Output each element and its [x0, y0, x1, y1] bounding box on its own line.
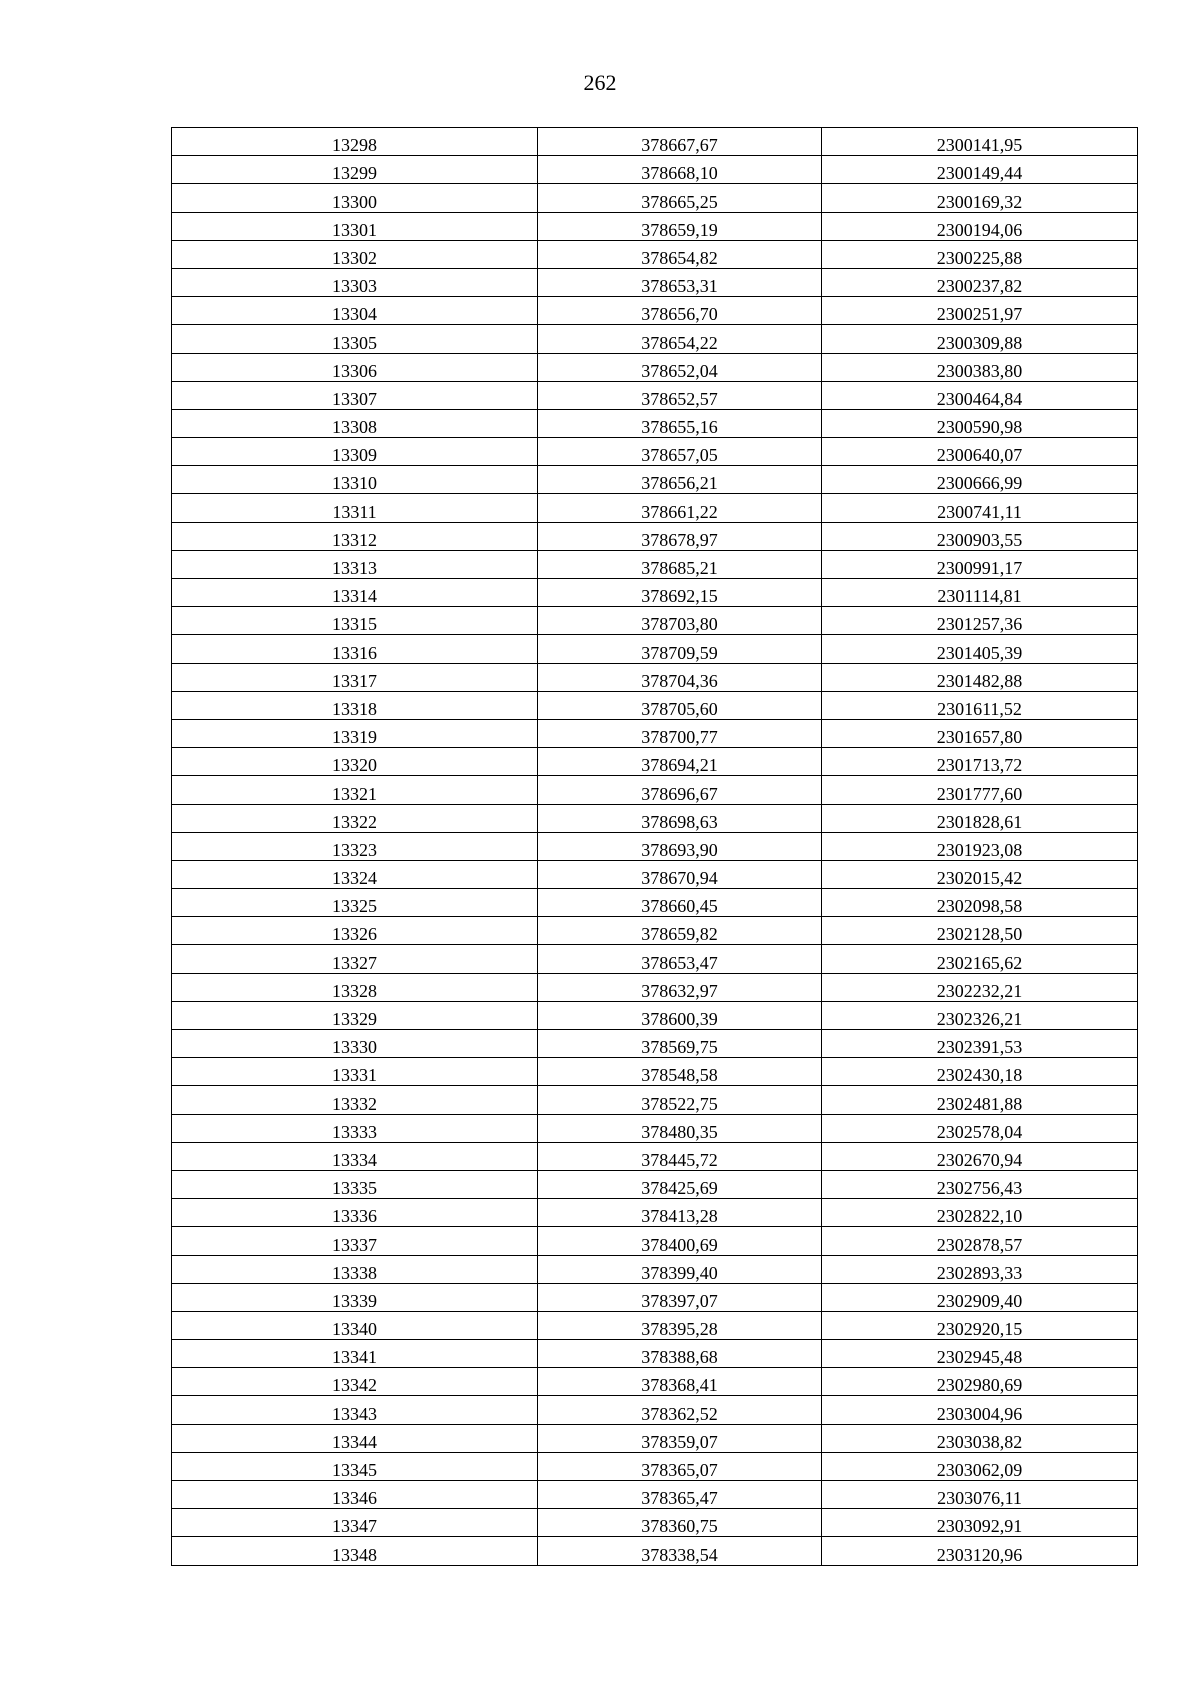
x-coordinate-cell: 378654,82	[538, 240, 822, 268]
y-coordinate-cell: 2300251,97	[822, 297, 1138, 325]
point-number-cell: 13318	[172, 691, 538, 719]
y-coordinate-cell: 2302391,53	[822, 1030, 1138, 1058]
table-row	[172, 663, 1138, 691]
x-coordinate-cell: 378425,69	[538, 1170, 822, 1198]
table-row	[172, 156, 1138, 184]
point-number-cell: 13299	[172, 156, 538, 184]
y-coordinate-cell: 2300149,44	[822, 156, 1138, 184]
y-coordinate-cell: 2301611,52	[822, 691, 1138, 719]
y-coordinate-cell: 2301657,80	[822, 719, 1138, 747]
point-number-cell: 13311	[172, 494, 538, 522]
x-coordinate-cell: 378522,75	[538, 1086, 822, 1114]
point-number-cell: 13306	[172, 353, 538, 381]
table-row	[172, 945, 1138, 973]
table-row	[172, 1311, 1138, 1339]
x-coordinate-cell: 378655,16	[538, 409, 822, 437]
table-row	[172, 184, 1138, 212]
point-number-cell: 13326	[172, 917, 538, 945]
table-row	[172, 691, 1138, 719]
y-coordinate-cell: 2301405,39	[822, 635, 1138, 663]
point-number-cell: 13346	[172, 1481, 538, 1509]
table-row	[172, 1030, 1138, 1058]
x-coordinate-cell: 378395,28	[538, 1311, 822, 1339]
point-number-cell: 13324	[172, 860, 538, 888]
y-coordinate-cell: 2302980,69	[822, 1368, 1138, 1396]
point-number-cell: 13347	[172, 1509, 538, 1537]
y-coordinate-cell: 2302893,33	[822, 1255, 1138, 1283]
x-coordinate-cell: 378692,15	[538, 579, 822, 607]
x-coordinate-cell: 378360,75	[538, 1509, 822, 1537]
table-row	[172, 1199, 1138, 1227]
table-row	[172, 1283, 1138, 1311]
table-row	[172, 1481, 1138, 1509]
y-coordinate-cell: 2302756,43	[822, 1170, 1138, 1198]
point-number-cell: 13342	[172, 1368, 538, 1396]
point-number-cell: 13343	[172, 1396, 538, 1424]
table-row	[172, 748, 1138, 776]
x-coordinate-cell: 378670,94	[538, 860, 822, 888]
table-row	[172, 1086, 1138, 1114]
table-row	[172, 1227, 1138, 1255]
point-number-cell: 13332	[172, 1086, 538, 1114]
point-number-cell: 13323	[172, 832, 538, 860]
table-row	[172, 212, 1138, 240]
point-number-cell: 13319	[172, 719, 538, 747]
table-row	[172, 297, 1138, 325]
y-coordinate-cell: 2300590,98	[822, 409, 1138, 437]
y-coordinate-cell: 2302232,21	[822, 973, 1138, 1001]
point-number-cell: 13302	[172, 240, 538, 268]
table-row	[172, 607, 1138, 635]
y-coordinate-cell: 2300237,82	[822, 268, 1138, 296]
y-coordinate-cell: 2303092,91	[822, 1509, 1138, 1537]
table-row	[172, 381, 1138, 409]
y-coordinate-cell: 2302165,62	[822, 945, 1138, 973]
point-number-cell: 13310	[172, 466, 538, 494]
y-coordinate-cell: 2300991,17	[822, 550, 1138, 578]
x-coordinate-cell: 378365,07	[538, 1452, 822, 1480]
x-coordinate-cell: 378480,35	[538, 1114, 822, 1142]
y-coordinate-cell: 2303120,96	[822, 1537, 1138, 1565]
point-number-cell: 13322	[172, 804, 538, 832]
y-coordinate-cell: 2300741,11	[822, 494, 1138, 522]
x-coordinate-cell: 378696,67	[538, 776, 822, 804]
y-coordinate-cell: 2302878,57	[822, 1227, 1138, 1255]
point-number-cell: 13298	[172, 128, 538, 156]
y-coordinate-cell: 2302909,40	[822, 1283, 1138, 1311]
x-coordinate-cell: 378338,54	[538, 1537, 822, 1565]
x-coordinate-cell: 378657,05	[538, 438, 822, 466]
table-row	[172, 438, 1138, 466]
x-coordinate-cell: 378659,82	[538, 917, 822, 945]
x-coordinate-cell: 378705,60	[538, 691, 822, 719]
point-number-cell: 13321	[172, 776, 538, 804]
y-coordinate-cell: 2302015,42	[822, 860, 1138, 888]
x-coordinate-cell: 378548,58	[538, 1058, 822, 1086]
y-coordinate-cell: 2300309,88	[822, 325, 1138, 353]
y-coordinate-cell: 2301114,81	[822, 579, 1138, 607]
y-coordinate-cell: 2301713,72	[822, 748, 1138, 776]
y-coordinate-cell: 2303004,96	[822, 1396, 1138, 1424]
y-coordinate-cell: 2302128,50	[822, 917, 1138, 945]
point-number-cell: 13341	[172, 1340, 538, 1368]
table-row	[172, 832, 1138, 860]
point-number-cell: 13316	[172, 635, 538, 663]
point-number-cell: 13301	[172, 212, 538, 240]
table-row	[172, 494, 1138, 522]
x-coordinate-cell: 378653,31	[538, 268, 822, 296]
coordinates-table-body	[172, 128, 1138, 1566]
point-number-cell: 13337	[172, 1227, 538, 1255]
y-coordinate-cell: 2300640,07	[822, 438, 1138, 466]
y-coordinate-cell: 2303076,11	[822, 1481, 1138, 1509]
x-coordinate-cell: 378694,21	[538, 748, 822, 776]
point-number-cell: 13325	[172, 889, 538, 917]
x-coordinate-cell: 378668,10	[538, 156, 822, 184]
table-row	[172, 1424, 1138, 1452]
point-number-cell: 13320	[172, 748, 538, 776]
table-row	[172, 409, 1138, 437]
x-coordinate-cell: 378703,80	[538, 607, 822, 635]
point-number-cell: 13308	[172, 409, 538, 437]
point-number-cell: 13345	[172, 1452, 538, 1480]
x-coordinate-cell: 378569,75	[538, 1030, 822, 1058]
point-number-cell: 13303	[172, 268, 538, 296]
x-coordinate-cell: 378362,52	[538, 1396, 822, 1424]
x-coordinate-cell: 378365,47	[538, 1481, 822, 1509]
point-number-cell: 13328	[172, 973, 538, 1001]
table-row	[172, 804, 1138, 832]
y-coordinate-cell: 2301482,88	[822, 663, 1138, 691]
x-coordinate-cell: 378704,36	[538, 663, 822, 691]
table-row	[172, 1142, 1138, 1170]
table-row	[172, 1509, 1138, 1537]
x-coordinate-cell: 378667,67	[538, 128, 822, 156]
table-row	[172, 1001, 1138, 1029]
point-number-cell: 13335	[172, 1170, 538, 1198]
x-coordinate-cell: 378400,69	[538, 1227, 822, 1255]
table-row	[172, 889, 1138, 917]
x-coordinate-cell: 378656,70	[538, 297, 822, 325]
table-row	[172, 1114, 1138, 1142]
y-coordinate-cell: 2300383,80	[822, 353, 1138, 381]
y-coordinate-cell: 2302578,04	[822, 1114, 1138, 1142]
table-row	[172, 635, 1138, 663]
y-coordinate-cell: 2302822,10	[822, 1199, 1138, 1227]
x-coordinate-cell: 378659,19	[538, 212, 822, 240]
table-row	[172, 860, 1138, 888]
table-row	[172, 1255, 1138, 1283]
point-number-cell: 13336	[172, 1199, 538, 1227]
x-coordinate-cell: 378661,22	[538, 494, 822, 522]
y-coordinate-cell: 2300666,99	[822, 466, 1138, 494]
table-row	[172, 268, 1138, 296]
x-coordinate-cell: 378388,68	[538, 1340, 822, 1368]
table-row	[172, 1537, 1138, 1565]
point-number-cell: 13330	[172, 1030, 538, 1058]
table-row	[172, 1452, 1138, 1480]
table-row	[172, 550, 1138, 578]
point-number-cell: 13339	[172, 1283, 538, 1311]
table-row	[172, 719, 1138, 747]
y-coordinate-cell: 2302945,48	[822, 1340, 1138, 1368]
y-coordinate-cell: 2302920,15	[822, 1311, 1138, 1339]
x-coordinate-cell: 378698,63	[538, 804, 822, 832]
page-number: 262	[583, 70, 617, 95]
x-coordinate-cell: 378368,41	[538, 1368, 822, 1396]
x-coordinate-cell: 378656,21	[538, 466, 822, 494]
x-coordinate-cell: 378652,57	[538, 381, 822, 409]
table-row	[172, 522, 1138, 550]
y-coordinate-cell: 2301777,60	[822, 776, 1138, 804]
table-row	[172, 1368, 1138, 1396]
x-coordinate-cell: 378685,21	[538, 550, 822, 578]
table-row	[172, 579, 1138, 607]
table-row	[172, 1058, 1138, 1086]
x-coordinate-cell: 378660,45	[538, 889, 822, 917]
x-coordinate-cell: 378397,07	[538, 1283, 822, 1311]
table-row	[172, 240, 1138, 268]
y-coordinate-cell: 2301828,61	[822, 804, 1138, 832]
x-coordinate-cell: 378359,07	[538, 1424, 822, 1452]
point-number-cell: 13315	[172, 607, 538, 635]
point-number-cell: 13304	[172, 297, 538, 325]
point-number-cell: 13348	[172, 1537, 538, 1565]
x-coordinate-cell: 378600,39	[538, 1001, 822, 1029]
y-coordinate-cell: 2302670,94	[822, 1142, 1138, 1170]
point-number-cell: 13309	[172, 438, 538, 466]
point-number-cell: 13333	[172, 1114, 538, 1142]
point-number-cell: 13340	[172, 1311, 538, 1339]
point-number-cell: 13312	[172, 522, 538, 550]
x-coordinate-cell: 378678,97	[538, 522, 822, 550]
y-coordinate-cell: 2300903,55	[822, 522, 1138, 550]
point-number-cell: 13300	[172, 184, 538, 212]
y-coordinate-cell: 2300141,95	[822, 128, 1138, 156]
point-number-cell: 13307	[172, 381, 538, 409]
y-coordinate-cell: 2302481,88	[822, 1086, 1138, 1114]
point-number-cell: 13313	[172, 550, 538, 578]
y-coordinate-cell: 2303038,82	[822, 1424, 1138, 1452]
y-coordinate-cell: 2300194,06	[822, 212, 1138, 240]
table-row	[172, 973, 1138, 1001]
table-row	[172, 1396, 1138, 1424]
x-coordinate-cell: 378700,77	[538, 719, 822, 747]
table-row	[172, 466, 1138, 494]
point-number-cell: 13331	[172, 1058, 538, 1086]
x-coordinate-cell: 378709,59	[538, 635, 822, 663]
y-coordinate-cell: 2302326,21	[822, 1001, 1138, 1029]
table-row	[172, 1340, 1138, 1368]
table-row	[172, 128, 1138, 156]
x-coordinate-cell: 378445,72	[538, 1142, 822, 1170]
y-coordinate-cell: 2302098,58	[822, 889, 1138, 917]
x-coordinate-cell: 378653,47	[538, 945, 822, 973]
y-coordinate-cell: 2303062,09	[822, 1452, 1138, 1480]
point-number-cell: 13305	[172, 325, 538, 353]
y-coordinate-cell: 2302430,18	[822, 1058, 1138, 1086]
x-coordinate-cell: 378693,90	[538, 832, 822, 860]
point-number-cell: 13327	[172, 945, 538, 973]
x-coordinate-cell: 378654,22	[538, 325, 822, 353]
x-coordinate-cell: 378652,04	[538, 353, 822, 381]
y-coordinate-cell: 2300225,88	[822, 240, 1138, 268]
y-coordinate-cell: 2300464,84	[822, 381, 1138, 409]
point-number-cell: 13317	[172, 663, 538, 691]
x-coordinate-cell: 378399,40	[538, 1255, 822, 1283]
x-coordinate-cell: 378632,97	[538, 973, 822, 1001]
table-row	[172, 917, 1138, 945]
y-coordinate-cell: 2301923,08	[822, 832, 1138, 860]
y-coordinate-cell: 2301257,36	[822, 607, 1138, 635]
point-number-cell: 13344	[172, 1424, 538, 1452]
point-number-cell: 13314	[172, 579, 538, 607]
point-number-cell: 13329	[172, 1001, 538, 1029]
x-coordinate-cell: 378413,28	[538, 1199, 822, 1227]
coordinates-table	[171, 127, 1138, 1566]
x-coordinate-cell: 378665,25	[538, 184, 822, 212]
point-number-cell: 13338	[172, 1255, 538, 1283]
table-row	[172, 325, 1138, 353]
table-row	[172, 776, 1138, 804]
table-row	[172, 1170, 1138, 1198]
point-number-cell: 13334	[172, 1142, 538, 1170]
table-row	[172, 353, 1138, 381]
y-coordinate-cell: 2300169,32	[822, 184, 1138, 212]
